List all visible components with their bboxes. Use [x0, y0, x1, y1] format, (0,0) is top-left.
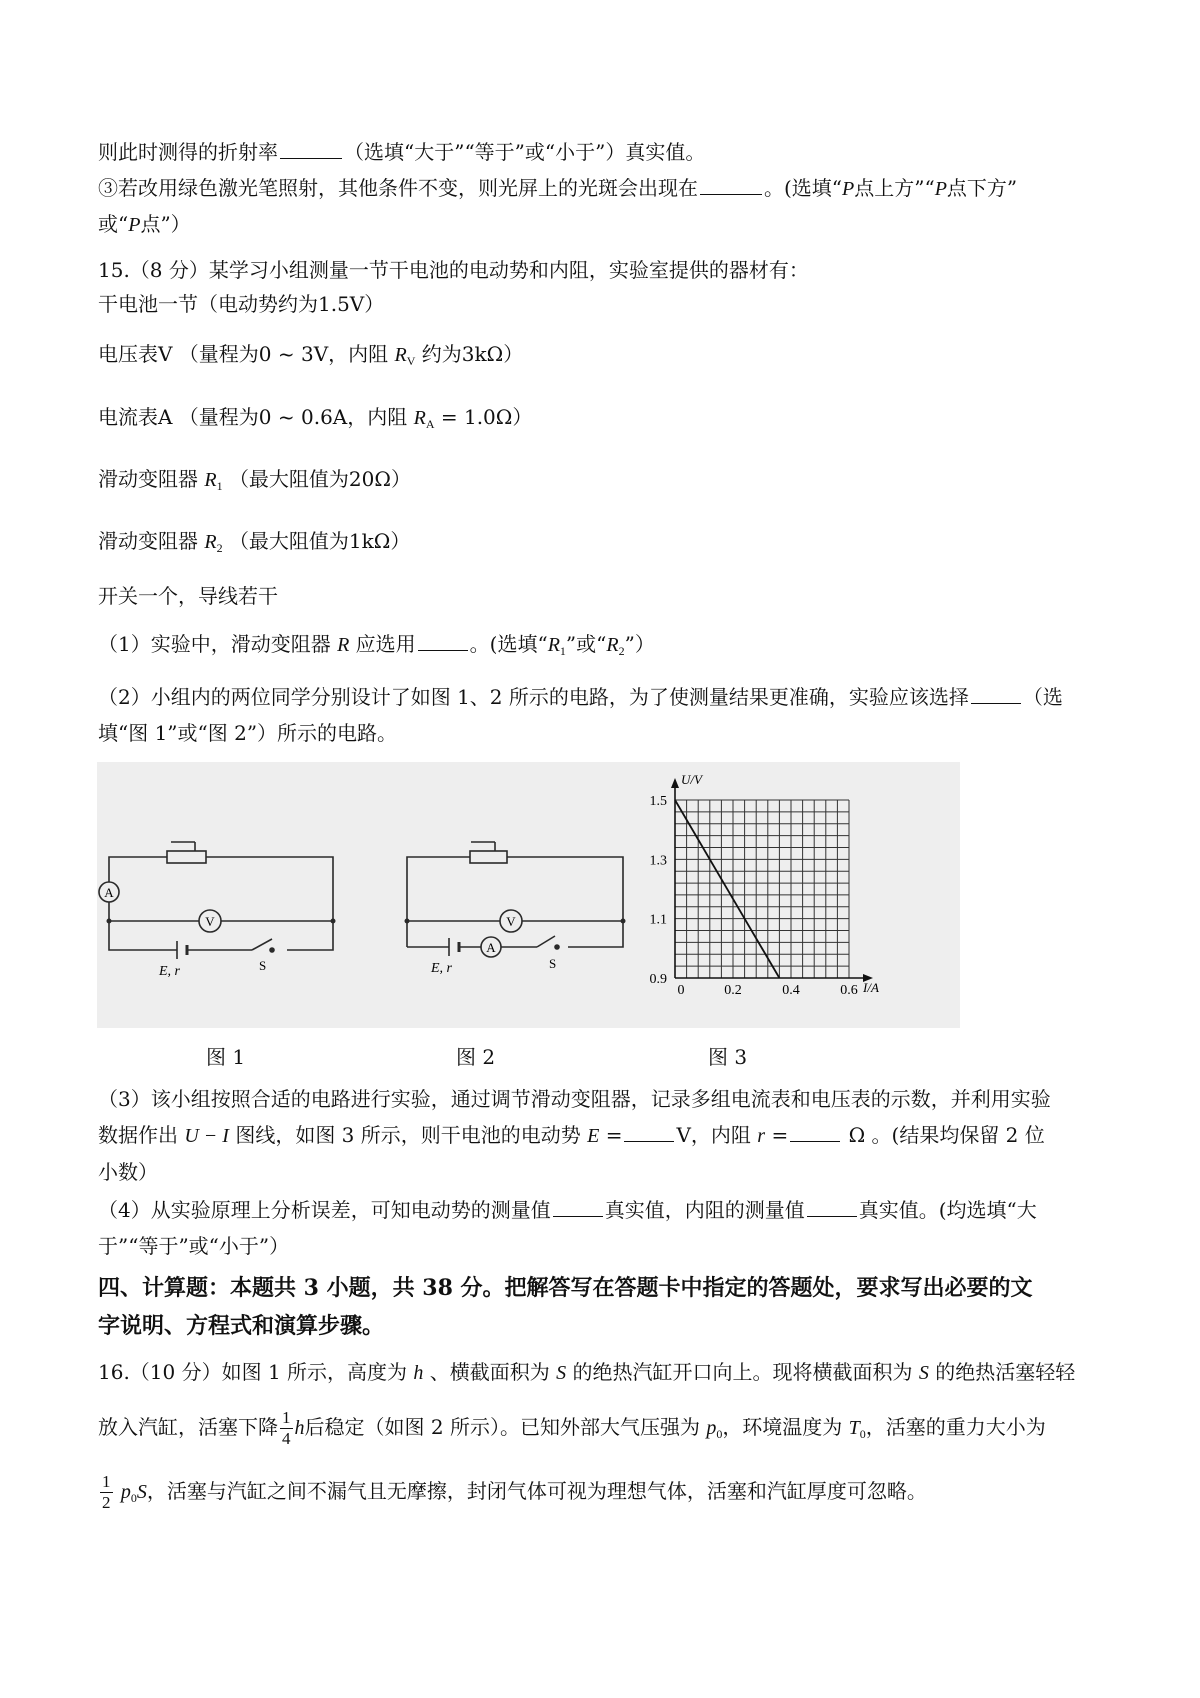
text: 。(选填“: [469, 632, 548, 656]
symbol-h: h: [413, 1362, 424, 1384]
symbol-r: R: [337, 634, 350, 656]
switch-label: S: [259, 958, 267, 973]
text: ”）: [624, 632, 655, 656]
rheostat: [470, 851, 507, 863]
numerator: 1: [102, 1472, 111, 1491]
equals: =: [771, 1123, 789, 1147]
ammeter-label: A: [104, 885, 114, 900]
subquestion-2-line-1: [98, 683, 1063, 711]
x-tick-label: 0: [677, 983, 685, 998]
ui-symbol: U − I: [184, 1125, 229, 1147]
wire: [206, 857, 333, 950]
point-p: P: [128, 214, 141, 236]
caption-figure-2: 图 2: [456, 1045, 496, 1069]
fraction-one-quarter: [280, 1408, 293, 1449]
ui-graph: [650, 772, 879, 998]
caption-figure-1: 图 1: [206, 1045, 246, 1069]
numerator: 1: [282, 1408, 291, 1427]
wire: [109, 920, 177, 950]
fraction-one-half: [100, 1472, 113, 1513]
line-refraction-question: [98, 138, 705, 166]
switch-blade: [252, 939, 272, 950]
ammeter-label: A: [486, 940, 496, 955]
y-axis-arrow: [671, 778, 679, 788]
text: 或“: [98, 212, 129, 236]
text: 的绝热汽缸开口向上。现将横截面积为: [572, 1360, 913, 1384]
y-tick-label: 1.1: [649, 912, 667, 928]
symbol-s: S: [918, 1362, 929, 1384]
x-axis-label: I/A: [863, 980, 879, 995]
subquestion-4-line-2: 于”“等于”或“小于”）: [98, 1234, 290, 1258]
line-green-laser-question: [98, 174, 1017, 203]
wire: [507, 857, 623, 947]
subscript: V: [406, 354, 416, 368]
material-battery: 干电池一节（电动势约为1.5V）: [98, 292, 385, 316]
answer-blank[interactable]: [971, 702, 1021, 704]
junction-dot: [331, 919, 336, 924]
y-tick-label: 0.9: [649, 972, 667, 987]
x-tick-label: 0.4: [782, 983, 800, 998]
subscript: 0: [859, 1427, 866, 1441]
text: 点上方”“: [854, 176, 935, 200]
x-tick-label: 0.2: [724, 983, 742, 998]
text: （1）实验中，滑动变阻器: [98, 632, 331, 656]
text: 真实值。(均选填“大: [858, 1198, 1037, 1222]
switch-contact: [555, 945, 559, 949]
figure-panel: [97, 762, 960, 1028]
material-switch-wires: 开关一个，导线若干: [98, 584, 278, 608]
switch-label: S: [549, 956, 557, 971]
text: 约为3kΩ）: [421, 342, 524, 366]
text: ，活塞的重力大小为: [865, 1415, 1046, 1439]
material-voltmeter: [98, 340, 523, 375]
text: ，环境温度为: [722, 1415, 843, 1439]
text: 电流表A （量程为0 ~ 0.6A，内阻: [98, 405, 408, 429]
y-tick-label: 1.5: [649, 794, 667, 809]
symbol-r: R: [394, 344, 407, 366]
text: 。(选填“: [764, 176, 843, 200]
text: 图线，如图 3 所示，则干电池的电动势: [235, 1123, 581, 1147]
subscript: 2: [216, 541, 223, 555]
point-p: P: [842, 178, 855, 200]
junction-dot: [621, 919, 626, 924]
battery-label: E, r: [159, 964, 180, 979]
text: = 1.0Ω）: [440, 405, 533, 429]
symbol-p: p: [706, 1417, 717, 1439]
symbol-r: R: [413, 407, 426, 429]
text: （选: [1022, 685, 1063, 709]
wire: [407, 857, 470, 947]
text: （最大阻值为1kΩ）: [228, 529, 411, 553]
text: （2）小组内的两位同学分别设计了如图 1、2 所示的电路，为了使测量结果更准确，实验应该选择: [98, 685, 969, 709]
question-16-line-3: [98, 1472, 927, 1513]
subscript: A: [425, 417, 435, 431]
subscript: 2: [618, 644, 625, 658]
text: Ω 。(结果均保留 2 位: [848, 1123, 1045, 1147]
question-15-stem: 15.（8 分）某学习小组测量一节干电池的电动势和内阻，实验室提供的器材有：: [98, 258, 809, 282]
text: 点”）: [140, 212, 191, 236]
text: （选填“大于”“等于”或“小于”）真实值。: [344, 140, 706, 164]
answer-blank[interactable]: [280, 157, 342, 159]
answer-blank[interactable]: [418, 649, 468, 651]
switch-contact: [270, 948, 274, 952]
subscript: 0: [130, 1491, 137, 1505]
subquestion-3-line-2: [98, 1121, 1045, 1150]
y-axis-label: U/V: [681, 772, 702, 787]
junction-dot: [405, 919, 410, 924]
text: 16.（10 分）如图 1 所示，高度为: [98, 1360, 408, 1384]
voltmeter-label: V: [506, 914, 516, 929]
figures-svg: [97, 762, 960, 1028]
text: ③若改用绿色激光笔照射，其他条件不变，则光屏上的光斑会出现在: [98, 176, 698, 200]
symbol-t: T: [848, 1417, 860, 1439]
symbol-r: R: [204, 531, 217, 553]
text: 则此时测得的折射率: [98, 140, 278, 164]
switch-blade: [537, 936, 555, 947]
subquestion-3-line-3: 小数）: [98, 1160, 158, 1184]
y-tick-label: 1.3: [649, 853, 667, 869]
text: 、横截面积为: [429, 1360, 550, 1384]
text: 点下方”: [946, 176, 1018, 200]
question-16-line-2: [98, 1408, 1046, 1449]
caption-figure-3: 图 3: [708, 1045, 748, 1069]
answer-blank[interactable]: [700, 193, 762, 195]
text: ”或“: [565, 632, 607, 656]
section-4-heading-line-1: 四、计算题：本题共 3 小题，共 38 分。把解答写在答题卡中指定的答题处，要求写出必要的文: [98, 1275, 1033, 1301]
question-16-line-1: [98, 1358, 1075, 1387]
text: ，活塞与汽缸之间不漏气且无摩擦，封闭气体可视为理想气体，活塞和汽缸厚度可忽略。: [146, 1479, 927, 1503]
answer-blank[interactable]: [624, 1140, 674, 1142]
text: 应选用: [355, 632, 416, 656]
circuit-figure-2: [407, 842, 623, 956]
text: 的绝热活塞轻轻: [935, 1360, 1076, 1384]
denominator: 2: [102, 1493, 111, 1512]
subquestion-2-line-2: 填“图 1”或“图 2”）所示的电路。: [98, 721, 398, 745]
text: 数据作出: [98, 1123, 178, 1147]
subquestion-4-line-1: [98, 1196, 1037, 1224]
text: 滑动变阻器: [98, 529, 198, 553]
material-rheostat-1: [98, 465, 411, 500]
junction-dot: [107, 919, 112, 924]
text: V，内阻: [676, 1123, 751, 1147]
line-or-point-p: [98, 210, 191, 239]
text: （最大阻值为20Ω）: [228, 467, 411, 491]
rheostat: [167, 851, 206, 863]
material-ammeter: [98, 403, 532, 438]
circuit-figure-1: [109, 842, 333, 959]
equals: =: [605, 1123, 623, 1147]
symbol-r: R: [606, 634, 619, 656]
symbol-p: p: [120, 1481, 131, 1503]
subquestion-1: [98, 630, 655, 665]
material-rheostat-2: [98, 527, 410, 562]
text: 后稳定（如图 2 所示）。已知外部大气压强为: [304, 1415, 700, 1439]
subscript: 1: [559, 644, 566, 658]
text: （4）从实验原理上分析误差，可知电动势的测量值: [98, 1198, 551, 1222]
symbol-r: r: [757, 1125, 766, 1147]
text: 真实值，内阻的测量值: [604, 1198, 805, 1222]
denominator: 4: [282, 1429, 291, 1448]
symbol-r: R: [547, 634, 560, 656]
battery-label: E, r: [431, 961, 452, 976]
symbol-e: E: [587, 1125, 600, 1147]
text: 滑动变阻器: [98, 467, 198, 491]
text: 放入汽缸，活塞下降: [98, 1415, 278, 1439]
x-tick-label: 0.6: [840, 983, 858, 998]
subquestion-3-line-1: （3）该小组按照合适的电路进行实验，通过调节滑动变阻器，记录多组电流表和电压表的示数，并利用实验: [98, 1087, 1051, 1111]
voltmeter-label: V: [205, 914, 215, 929]
answer-blank[interactable]: [790, 1140, 840, 1142]
point-p: P: [934, 178, 947, 200]
symbol-s: S: [556, 1362, 567, 1384]
answer-blank[interactable]: [807, 1215, 857, 1217]
text: 电压表V （量程为0 ~ 3V，内阻: [98, 342, 389, 366]
subscript: 0: [716, 1427, 723, 1441]
answer-blank[interactable]: [553, 1215, 603, 1217]
subscript: 1: [216, 479, 223, 493]
symbol-h: h: [294, 1417, 305, 1439]
symbol-s: S: [136, 1481, 147, 1503]
section-4-heading-line-2: 字说明、方程式和演算步骤。: [98, 1313, 385, 1339]
symbol-r: R: [204, 469, 217, 491]
ui-line-series: [675, 800, 779, 978]
